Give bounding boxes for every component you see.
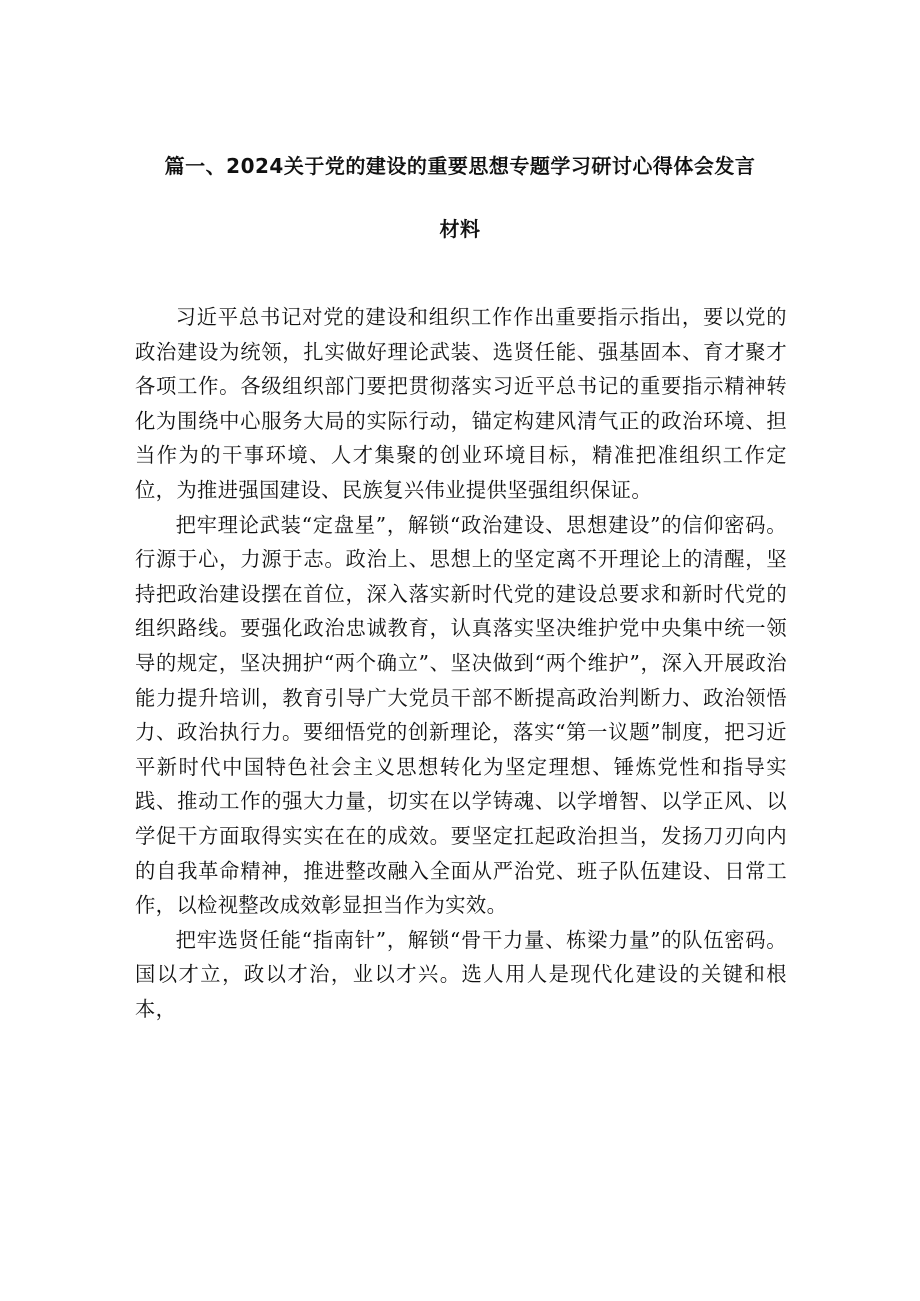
body-paragraph: 把牢选贤任能“指南针”，解锁“骨干力量、栋梁力量”的队伍密码。国以才立，政以才治，业以才兴。选人用人是现代化建设的关键和根本， bbox=[135, 927, 787, 1021]
body-paragraph: 把牢理论武装“定盘星”，解锁“政治建设、思想建设”的信仰密码。行源于心，力源于志。政治上、思想上的坚定离不开理论上的清醒，坚持把政治建设摆在首位，深入落实新时代党的建设总要求和新时代党的组织路线。要强化政治忠诚教育，认真落实坚决维护党中央集中统一领导的规定，坚决拥护“两个确立”、坚决做到“两个维护”，深入开展政治能力提升培训，教育引导广大党员干部不断提高政治判断力、政治领悟力、政治执行力。要细悟党的创新理论，落实“第一议题”制度，把习近平新时代中国特色社会主义思想转化为坚定理想、锤炼党性和指导实践、推动工作的强大力量，切实在以学铸魂、以学增智、以学正风、以学促干方面取得实实在在的成效。要坚定扛起政治担当，发扬刀刃向内的自我革命精神，推进整改融入全面从严治党、班子队伍建设、日常工作，以检视整改成效彰显担当作为实效。 bbox=[135, 512, 787, 918]
document-body bbox=[135, 300, 787, 1026]
document-title-line-2: 材料 bbox=[439, 217, 481, 241]
document-title-line-1: 篇一、2024关于党的建设的重要思想专题学习研讨心得体会发言 bbox=[164, 154, 756, 178]
body-paragraph: 习近平总书记对党的建设和组织工作作出重要指示指出，要以党的政治建设为统领，扎实做好理论武装、选贤任能、强基固本、育才聚才各项工作。各级组织部门要把贯彻落实习近平总书记的重要指示精神转化为围绕中心服务大局的实际行动，锚定构建风清气正的政治环境、担当作为的干事环境、人才集聚的创业环境目标，精准把准组织工作定位，为推进强国建设、民族复兴伟业提供坚强组织保证。 bbox=[135, 305, 787, 502]
